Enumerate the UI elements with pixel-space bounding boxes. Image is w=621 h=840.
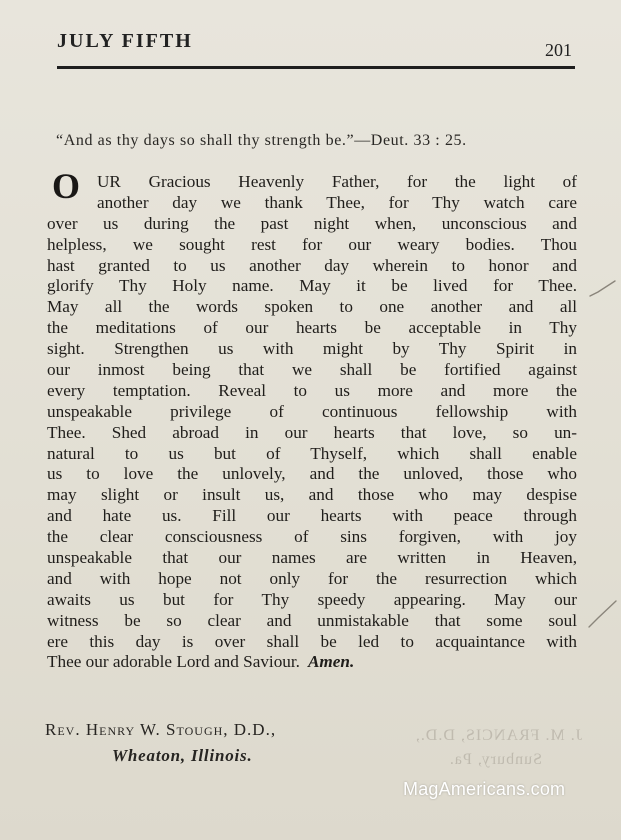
prayer-line: hast granted to us another day wherein to honor and	[47, 255, 577, 275]
prayer-line: UR Gracious Heavenly Father, for the light of	[97, 172, 577, 191]
amen-text: Amen.	[307, 652, 355, 672]
prayer-line: Thee. Shed abroad in our hearts that love, so un-	[47, 422, 577, 442]
bleed-through-line: J. M. FRANCIS, D.D.,	[414, 727, 582, 744]
prayer-text	[47, 172, 577, 673]
page-number: 201	[545, 40, 572, 60]
prayer-line-final	[47, 652, 577, 673]
pencil-check-mark-icon	[588, 278, 618, 300]
drop-cap: O	[52, 166, 81, 206]
prayer-line-text: Thee our adorable Lord and Saviour.	[47, 652, 300, 672]
author-name: Rev. Henry W. Stough, D.D.,	[45, 720, 277, 739]
page-title: JULY FIFTH	[57, 30, 193, 52]
prayer-line: natural to us but of Thyself, which shall enable	[47, 443, 577, 463]
prayer-line: every temptation. Reveal to us more and more the	[47, 380, 577, 400]
pencil-check-mark-icon	[586, 598, 619, 630]
bleed-through-line: Sunbury, Pa.	[448, 751, 542, 768]
bleed-through-text	[362, 724, 582, 772]
prayer-line: our inmost being that we shall be fortified against	[47, 360, 577, 380]
prayer-line: sight. Strengthen us with might by Thy Spirit in	[47, 339, 577, 359]
author-location: Wheaton, Illinois.	[112, 746, 253, 765]
prayer-line: and hate us. Fill our hearts with peace through	[47, 506, 577, 526]
header-rule	[57, 66, 575, 69]
prayer-line: helpless, we sought rest for our weary bodies. Thou	[47, 234, 577, 254]
prayer-line: unspeakable that our names are written in Heaven,	[47, 548, 577, 568]
prayer-line: may slight or insult us, and those who may despise	[47, 485, 577, 505]
prayer-line: glorify Thy Holy name. May it be lived for Thee.	[47, 276, 577, 296]
prayer-line: the meditations of our hearts be acceptable in Thy	[47, 318, 577, 338]
site-watermark: MagAmericans.com	[403, 779, 566, 799]
prayer-line: awaits us but for Thy speedy appearing. May our	[47, 589, 577, 609]
prayer-line: and with hope not only for the resurrection which	[47, 568, 577, 588]
prayer-line: another day we thank Thee, for Thy watch care	[97, 192, 577, 212]
prayer-line: May all the words spoken to one another and all	[47, 297, 577, 317]
prayer-line: witness be so clear and unmistakable that some soul	[47, 610, 577, 630]
prayer-line: unspeakable privilege of continuous fellowship with	[47, 401, 577, 421]
prayer-line: ere this day is over shall be led to acquaintance with	[47, 631, 577, 651]
prayer-line: us to love the unlovely, and the unloved, those who	[47, 464, 577, 484]
prayer-line: the clear consciousness of sins forgiven, with joy	[47, 527, 577, 547]
prayer-line: over us during the past night when, unconscious and	[47, 213, 577, 233]
scripture-epigraph: “And as thy days so shall thy strength be.”—Deut. 33 : 25.	[56, 132, 467, 149]
